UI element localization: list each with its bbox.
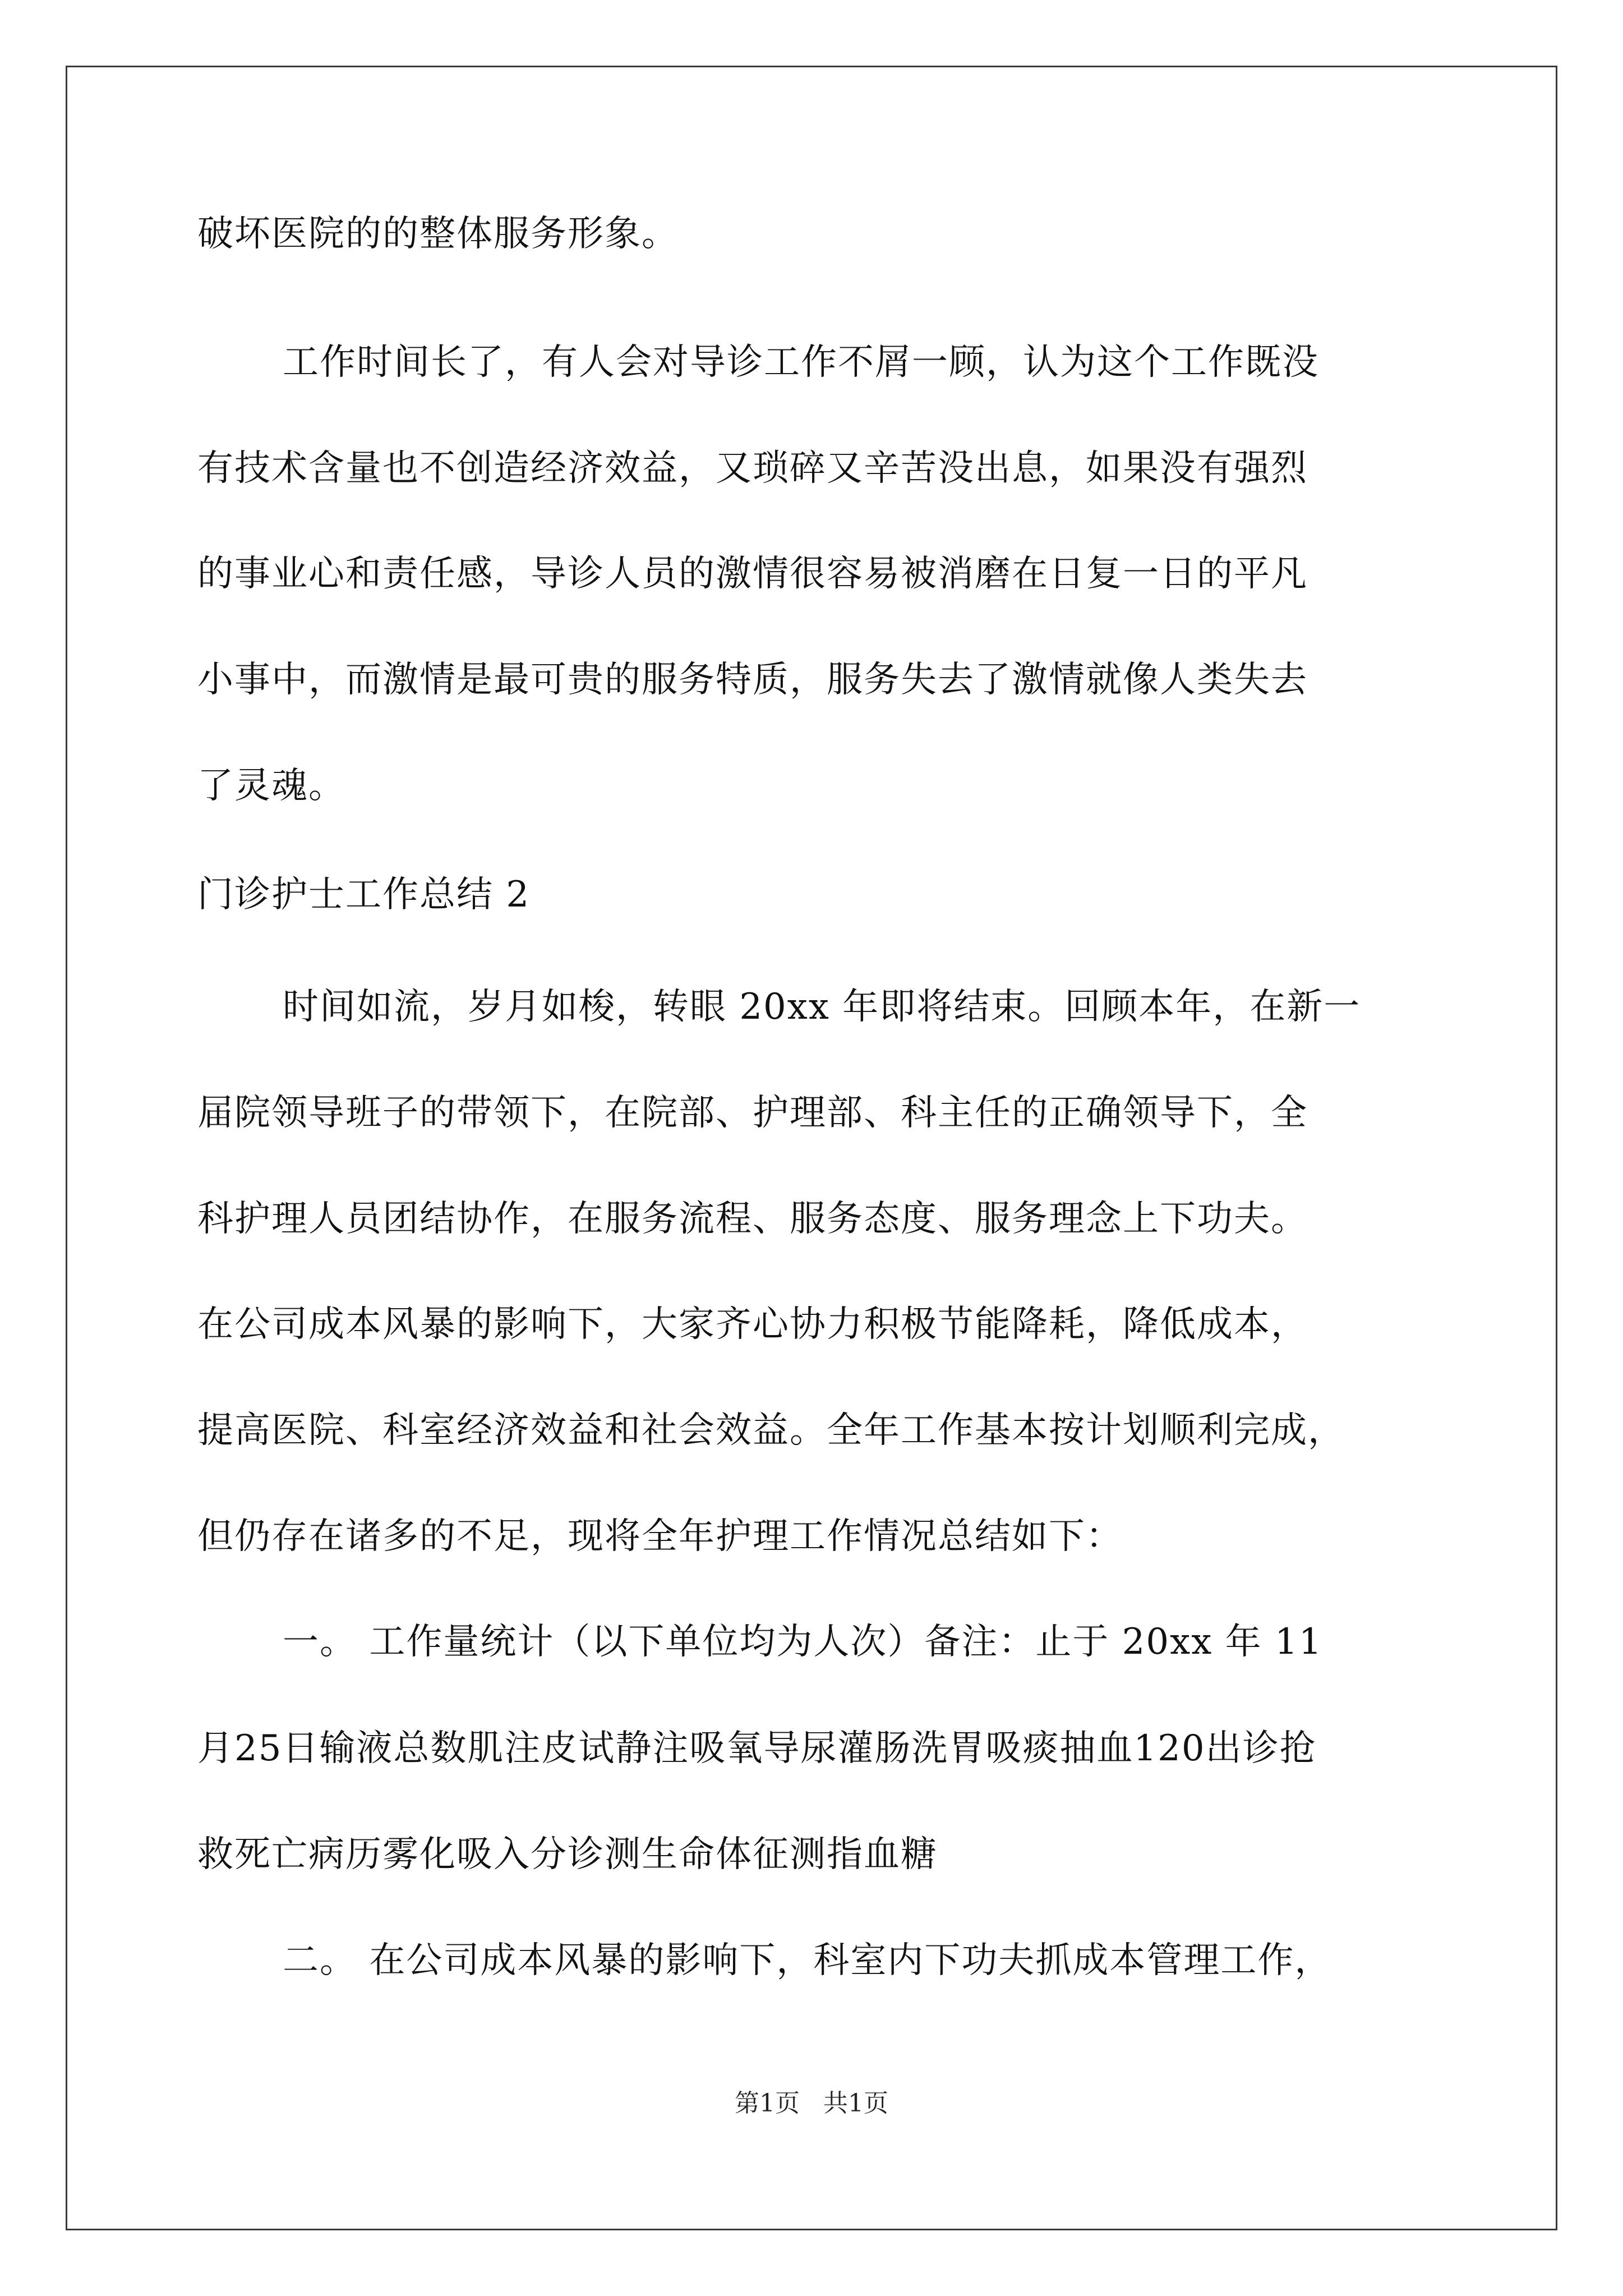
text-line: 月25日输液总数肌注皮试静注吸氧导尿灌肠洗胃吸痰抽血120出诊抢 <box>197 1728 1317 1769</box>
text-line: 一。 工作量统计（以下单位均为人次）备注：止于 20xx 年 11 <box>283 1621 1323 1663</box>
text-line: 在公司成本风暴的影响下，大家齐心协力积极节能降耗，降低成本， <box>197 1304 1308 1345</box>
text-line: 二。 在公司成本风暴的影响下，科室内下功夫抓成本管理工作， <box>283 1940 1332 1981</box>
text-line: 有技术含量也不创造经济效益，又琐碎又辛苦没出息，如果没有强烈 <box>197 448 1308 489</box>
text-line: 了灵魂。 <box>197 765 345 807</box>
page-frame <box>66 66 1557 2230</box>
text-line: 提高医院、科室经济效益和社会效益。全年工作基本按计划顺利完成， <box>197 1410 1345 1451</box>
text-line: 届院领导班子的带领下，在院部、护理部、科主任的正确领导下，全 <box>197 1092 1308 1134</box>
text-line: 小事中，而激情是最可贵的服务特质，服务失去了激情就像人类失去 <box>197 659 1308 701</box>
text-line: 工作时间长了，有人会对导诊工作不屑一顾，认为这个工作既没 <box>283 342 1319 383</box>
text-line: 救死亡病历雾化吸入分诊测生命体征测指血糖 <box>197 1834 938 1875</box>
text-line: 但仍存在诸多的不足，现将全年护理工作情况总结如下： <box>197 1516 1123 1557</box>
text-line: 时间如流，岁月如梭，转眼 20xx 年即将结束。回顾本年，在新一 <box>283 986 1361 1028</box>
text-line: 科护理人员团结协作，在服务流程、服务态度、服务理念上下功夫。 <box>197 1198 1308 1240</box>
text-line: 的事业心和责任感，导诊人员的激情很容易被消磨在日复一日的平凡 <box>197 553 1308 595</box>
section-heading: 门诊护士工作总结 2 <box>197 874 531 915</box>
page-footer: 第1页 共1页 <box>735 2089 888 2118</box>
text-line: 破坏医院的的整体服务形象。 <box>197 213 679 255</box>
